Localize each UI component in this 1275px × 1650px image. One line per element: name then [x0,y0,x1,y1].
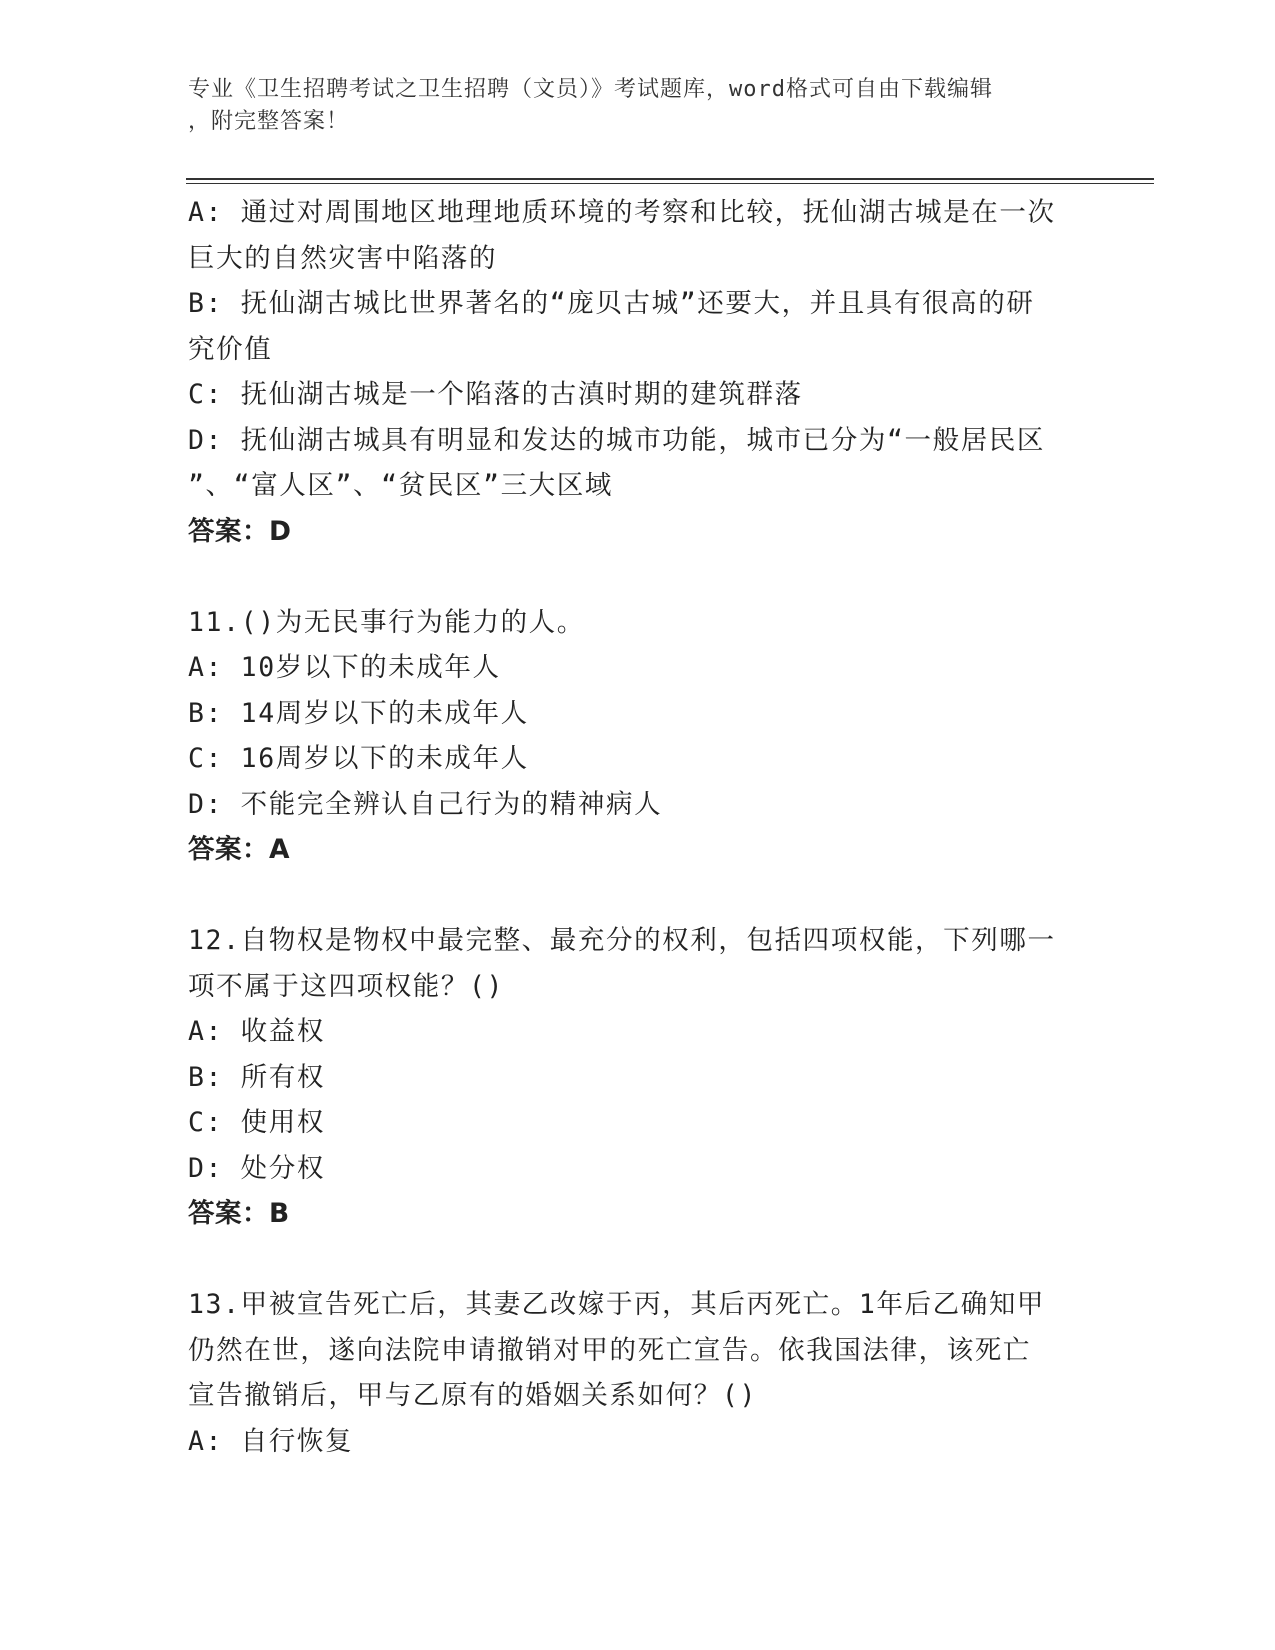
option-line: 究价值 [188,333,273,365]
header-divider-thin [186,183,1154,184]
option-line: D: 不能完全辨认自己行为的精神病人 [188,788,663,820]
answer-line: 答案：B [188,1198,290,1229]
header-divider [186,178,1154,180]
document-body [188,190,1088,1464]
option-line: A: 自行恢复 [188,1425,354,1457]
option-line: A: 通过对周围地区地理地质环境的考察和比较，抚仙湖古城是在一次 [188,197,1056,228]
option-line: C: 16周岁以下的未成年人 [188,743,529,774]
option-line: D: 抚仙湖古城具有明显和发达的城市功能，城市已分为“一般居民区 [188,424,1046,456]
question-12 [188,918,1088,1237]
option-line: A: 10岁以下的未成年人 [188,652,501,683]
document-header [188,74,1068,138]
question-stem: 12.自物权是物权中最完整、最充分的权利，包括四项权能，下列哪一 [188,925,1056,956]
answer-line: 答案：A [188,834,291,865]
option-line: 巨大的自然灾害中陷落的 [188,242,498,274]
header-line: ，附完整答案！ [188,109,350,134]
option-line: B: 14周岁以下的未成年人 [188,697,529,729]
question-stem: 宣告撤销后，甲与乙原有的婚姻关系如何？() [188,1380,758,1411]
answer-line: 答案：D [188,515,292,547]
option-line: C: 使用权 [188,1107,325,1138]
option-line: B: 抚仙湖古城比世界著名的“庞贝古城”还要大，并且具有很高的研 [188,288,1035,319]
option-line: D: 处分权 [188,1152,325,1184]
question-11 [188,600,1088,873]
question-stem: 仍然在世，遂向法院申请撤销对甲的死亡宣告。依我国法律，该死亡 [188,1334,1031,1366]
question-stem: 11.()为无民事行为能力的人。 [188,606,585,638]
question-10-continued [188,190,1088,554]
question-stem: 13.甲被宣告死亡后，其妻乙改嫁于丙，其后丙死亡。1年后乙确知甲 [188,1289,1046,1320]
question-stem: 项不属于这四项权能？() [188,970,505,1002]
option-line: A: 收益权 [188,1016,325,1047]
option-line: C: 抚仙湖古城是一个陷落的古滇时期的建筑群落 [188,379,803,410]
option-line: ”、“富人区”、“贫民区”三大区域 [188,470,613,501]
question-13 [188,1282,1088,1464]
header-line: 专业《卫生招聘考试之卫生招聘（文员）》考试题库，word格式可自由下载编辑 [188,77,993,102]
option-line: B: 所有权 [188,1061,325,1093]
